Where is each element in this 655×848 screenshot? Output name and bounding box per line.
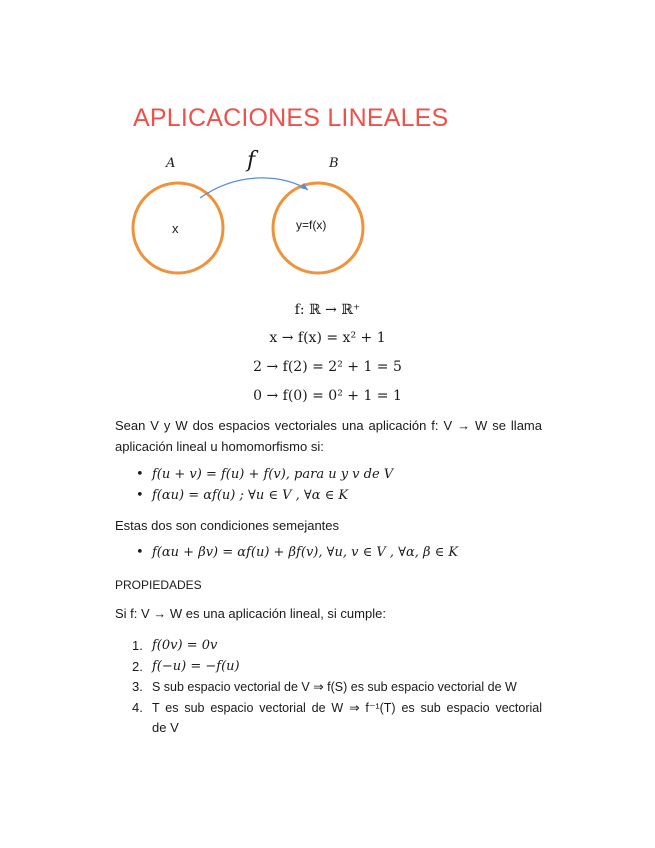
property-3: S sub espacio vectorial de V ⇒ f(S) es sub espacio vectorial de W xyxy=(152,680,517,694)
example-line-2: x → f(x) = x² + 1 xyxy=(269,330,386,346)
properties-heading: PROPIEDADES xyxy=(115,578,202,592)
property-number: 2. xyxy=(132,659,143,674)
condition-homogeneity: • f(αu) = αf(u) ; ∀u ∈ V , ∀α ∈ K xyxy=(152,488,348,503)
property-2: f(−u) = −f(u) xyxy=(152,659,240,674)
set-b-label: B xyxy=(329,156,339,171)
element-x: x xyxy=(172,221,179,236)
property-number: 1. xyxy=(132,638,143,653)
property-1: f(0v) = 0v xyxy=(152,638,218,653)
page-title: APLICACIONES LINEALES xyxy=(133,104,449,132)
mapping-arrow xyxy=(200,178,308,198)
definition-line-2: aplicación lineal u homomorfismo si: xyxy=(115,439,324,454)
property-4-continuation: de V xyxy=(152,720,179,735)
set-a-label: A xyxy=(166,156,176,171)
property-4: T es sub espacio vectorial de W ⇒ f⁻¹(T) es sub espacio vectorial xyxy=(152,701,542,715)
property-number: 3. xyxy=(132,679,143,694)
combined-condition: • f(αu + βv) = αf(u) + βf(v), ∀u, v ∈ V , ∀α, β ∈ K xyxy=(152,545,458,560)
condition-additivity: • f(u + v) = f(u) + f(v), para u y v de V xyxy=(152,467,393,482)
example-line-1: f: ℝ → ℝ⁺ xyxy=(294,302,361,318)
example-line-3: 2 → f(2) = 2² + 1 = 5 xyxy=(253,359,402,375)
map-label: f xyxy=(247,148,256,173)
definition-line-1: Sean V y W dos espacios vectoriales una aplicación f: V → W se llama xyxy=(115,418,542,433)
element-y: y=f(x) xyxy=(296,218,327,232)
example-line-4: 0 → f(0) = 0² + 1 = 1 xyxy=(253,388,402,404)
mapping-diagram xyxy=(120,170,380,285)
properties-intro: Si f: V → W es una aplicación lineal, si cumple: xyxy=(115,606,386,621)
property-number: 4. xyxy=(132,700,143,715)
equivalent-intro: Estas dos son condiciones semejantes xyxy=(115,518,340,533)
